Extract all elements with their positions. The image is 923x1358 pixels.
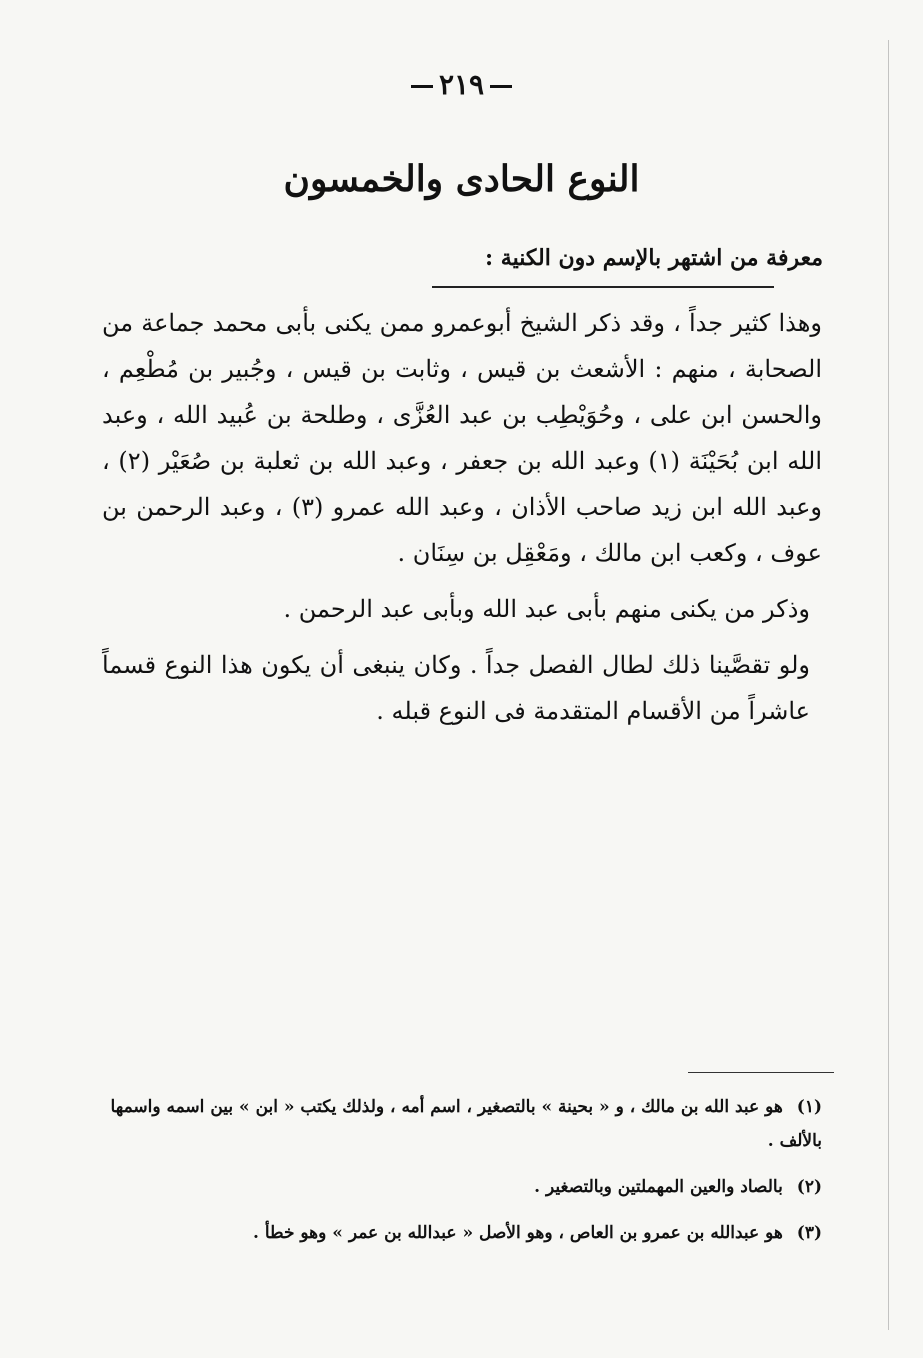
footnote-mark: (٢) — [796, 1177, 822, 1197]
paragraph-3: ولو تقصَّينا ذلك لطال الفصل جداً . وكان ينبغى أن يكون هذا النوع قسماً عاشراً من الأقسام المتقدمة فى النوع قبله . — [102, 651, 810, 725]
footnote-mark: (٣) — [796, 1223, 822, 1243]
chapter-title: النوع الحادى والخمسون — [283, 158, 640, 200]
footnotes — [100, 1090, 822, 1262]
page-number-dash-left — [411, 85, 433, 88]
footnote-text: بالصاد والعين المهملتين وبالتصغير . — [534, 1177, 783, 1197]
footnote-text: هو عبدالله بن عمرو بن العاص ، وهو الأصل « عبدالله بن عمر » وهو خطأ . — [253, 1223, 783, 1243]
footnote-separator — [688, 1072, 834, 1073]
page-number-dash-right — [490, 85, 512, 88]
footnote-2 — [100, 1170, 822, 1204]
footnote-1 — [100, 1090, 822, 1158]
page-number-value: ٢١٩ — [438, 68, 485, 101]
page-number — [0, 68, 923, 101]
footnote-3 — [100, 1216, 822, 1250]
paragraph-1: وهذا كثير جداً ، وقد ذكر الشيخ أبوعمرو ممن يكنى بأبى محمد جماعة من الصحابة ، منهم : الأشعث بن قيس ، وثابت بن قيس ، وجُبير بن مُطْعِم ، والحسن ابن على ، وحُوَيْطِب بن عبد العُزَّى ، وطلحة بن عُبيد الله ، وعبد الله ابن بُحَيْنَة (١) وعبد الله بن جعفر ، وعبد الله بن ثعلبة بن صُعَيْر (٢) ، وعبد الله ابن زيد صاحب الأذان ، وعبد الله عمرو (٣) ، وعبد الرحمن بن عوف ، وكعب ابن مالك ، ومَعْقِل بن سِنَان . — [102, 309, 822, 567]
paragraph-2: وذكر من يكنى منهم بأبى عبد الله وبأبى عبد الرحمن . — [283, 595, 810, 623]
section-heading: معرفة من اشتهر بالإسم دون الكنية : — [485, 245, 823, 271]
section-heading-underline — [432, 286, 774, 288]
footnote-mark: (١) — [796, 1097, 822, 1117]
main-text — [102, 300, 822, 744]
page-edge-line — [888, 40, 889, 1330]
footnote-text: هو عبد الله بن مالك ، و « بحينة » بالتصغير ، اسم أمه ، ولذلك يكتب « ابن » بين اسمه واسمها بالألف . — [110, 1097, 822, 1151]
